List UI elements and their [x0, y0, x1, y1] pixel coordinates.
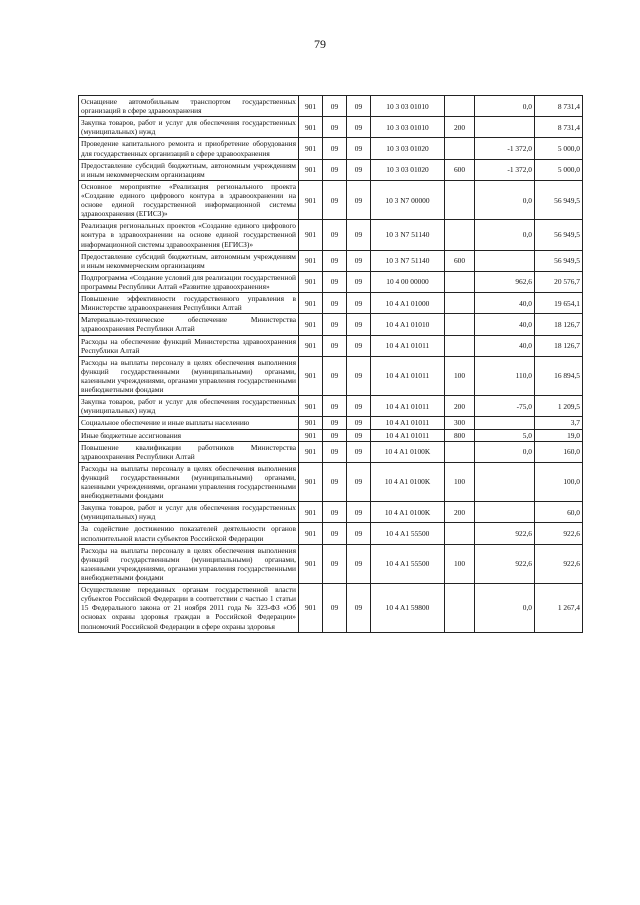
change-amount-cell — [475, 502, 535, 523]
section-code-cell: 09 — [323, 502, 347, 523]
expense-name-cell: Закупка товаров, работ и услуг для обеспечения государственных (муниципальных) нужд — [79, 396, 299, 417]
expense-type-cell: 200 — [445, 396, 475, 417]
table-row — [79, 159, 583, 180]
expense-name-cell: Материально-техническое обеспечение Министерства здравоохранения Республики Алтай — [79, 314, 299, 335]
table-row — [79, 544, 583, 583]
total-amount-cell: 19 654,1 — [535, 293, 583, 314]
change-amount-cell: 0,0 — [475, 584, 535, 633]
subsection-code-cell: 09 — [347, 429, 371, 441]
table-row — [79, 584, 583, 633]
ministry-code-cell: 901 — [299, 159, 323, 180]
subsection-code-cell: 09 — [347, 138, 371, 159]
change-amount-cell: 962,6 — [475, 271, 535, 292]
total-amount-cell: 56 949,5 — [535, 180, 583, 219]
expense-name-cell: Оснащение автомобильным транспортом государственных организаций в сфере здравоохранения — [79, 96, 299, 117]
expense-name-cell: Предоставление субсидий бюджетным, автономным учреждениям и иным некоммерческим организациям — [79, 159, 299, 180]
section-code-cell: 09 — [323, 117, 347, 138]
ministry-code-cell: 901 — [299, 138, 323, 159]
table-row — [79, 250, 583, 271]
expense-name-cell: Повышение квалификации работников Министерства здравоохранения Республики Алтай — [79, 441, 299, 462]
change-amount-cell: -75,0 — [475, 396, 535, 417]
total-amount-cell: 160,0 — [535, 441, 583, 462]
section-code-cell: 09 — [323, 356, 347, 395]
total-amount-cell: 20 576,7 — [535, 271, 583, 292]
ministry-code-cell: 901 — [299, 356, 323, 395]
change-amount-cell: 0,0 — [475, 96, 535, 117]
section-code-cell: 09 — [323, 396, 347, 417]
ministry-code-cell: 901 — [299, 96, 323, 117]
table-row — [79, 356, 583, 395]
subsection-code-cell: 09 — [347, 544, 371, 583]
table-row — [79, 220, 583, 250]
table-row — [79, 314, 583, 335]
target-article-cell: 10 4 A1 01011 — [371, 429, 445, 441]
subsection-code-cell: 09 — [347, 335, 371, 356]
expense-type-cell — [445, 441, 475, 462]
section-code-cell: 09 — [323, 220, 347, 250]
table-row — [79, 502, 583, 523]
expense-type-cell — [445, 293, 475, 314]
expense-name-cell: Основное мероприятие «Реализация регионального проекта «Создание единого цифрового контура в здравоохранении на основе единой государственной информационной системы здравоохранения (ЕГИСЗ)» — [79, 180, 299, 219]
ministry-code-cell: 901 — [299, 441, 323, 462]
total-amount-cell: 19,0 — [535, 429, 583, 441]
change-amount-cell: 5,0 — [475, 429, 535, 441]
ministry-code-cell: 901 — [299, 180, 323, 219]
target-article-cell: 10 4 A1 01011 — [371, 335, 445, 356]
section-code-cell: 09 — [323, 96, 347, 117]
expense-name-cell: Подпрограмма «Создание условий для реализации государственной программы Республики Алтай «Развитие здравоохранения» — [79, 271, 299, 292]
target-article-cell: 10 4 00 00000 — [371, 271, 445, 292]
expense-type-cell — [445, 584, 475, 633]
table-row — [79, 396, 583, 417]
subsection-code-cell: 09 — [347, 220, 371, 250]
target-article-cell: 10 4 A1 0100K — [371, 502, 445, 523]
section-code-cell: 09 — [323, 250, 347, 271]
change-amount-cell: 922,6 — [475, 544, 535, 583]
section-code-cell: 09 — [323, 159, 347, 180]
table-row — [79, 429, 583, 441]
table-row — [79, 335, 583, 356]
subsection-code-cell: 09 — [347, 396, 371, 417]
change-amount-cell: 40,0 — [475, 335, 535, 356]
expense-type-cell: 100 — [445, 544, 475, 583]
change-amount-cell: 40,0 — [475, 314, 535, 335]
target-article-cell: 10 4 A1 01000 — [371, 293, 445, 314]
total-amount-cell: 8 731,4 — [535, 96, 583, 117]
subsection-code-cell: 09 — [347, 159, 371, 180]
expense-name-cell: Закупка товаров, работ и услуг для обеспечения государственных (муниципальных) нужд — [79, 502, 299, 523]
expense-name-cell: Реализация региональных проектов «Создание единого цифрового контура в здравоохранении на основе единой государственной информационной системы здравоохранения (ЕГИСЗ)» — [79, 220, 299, 250]
expense-name-cell: Осуществление переданных органам государственной власти субъектов Российской Федерации в соответствии с частью 1 статьи 15 Федерального закона от 21 ноября 2011 года № 323-ФЗ «Об основах охраны здоровья граждан в Российской Федерации» полномочий Российской Федерации в сфере охраны здоровья — [79, 584, 299, 633]
expense-type-cell: 600 — [445, 159, 475, 180]
total-amount-cell: 18 126,7 — [535, 314, 583, 335]
total-amount-cell: 60,0 — [535, 502, 583, 523]
ministry-code-cell: 901 — [299, 293, 323, 314]
ministry-code-cell: 901 — [299, 502, 323, 523]
expense-type-cell: 800 — [445, 429, 475, 441]
total-amount-cell: 1 267,4 — [535, 584, 583, 633]
target-article-cell: 10 3 03 01020 — [371, 159, 445, 180]
ministry-code-cell: 901 — [299, 271, 323, 292]
table-row — [79, 417, 583, 429]
subsection-code-cell: 09 — [347, 271, 371, 292]
section-code-cell: 09 — [323, 271, 347, 292]
change-amount-cell: 110,0 — [475, 356, 535, 395]
target-article-cell: 10 4 A1 01011 — [371, 396, 445, 417]
subsection-code-cell: 09 — [347, 96, 371, 117]
total-amount-cell: 3,7 — [535, 417, 583, 429]
expense-type-cell — [445, 335, 475, 356]
subsection-code-cell: 09 — [347, 293, 371, 314]
expense-name-cell: Социальное обеспечение и иные выплаты населению — [79, 417, 299, 429]
expense-type-cell — [445, 271, 475, 292]
expense-type-cell: 200 — [445, 117, 475, 138]
target-article-cell: 10 4 A1 0100K — [371, 462, 445, 501]
page-number: 79 — [314, 37, 326, 51]
budget-table — [78, 95, 583, 633]
change-amount-cell: 40,0 — [475, 293, 535, 314]
ministry-code-cell: 901 — [299, 335, 323, 356]
target-article-cell: 10 4 A1 55500 — [371, 544, 445, 583]
change-amount-cell: 0,0 — [475, 180, 535, 219]
ministry-code-cell: 901 — [299, 523, 323, 544]
section-code-cell: 09 — [323, 417, 347, 429]
table-row — [79, 117, 583, 138]
section-code-cell: 09 — [323, 544, 347, 583]
section-code-cell: 09 — [323, 584, 347, 633]
total-amount-cell: 922,6 — [535, 523, 583, 544]
expense-name-cell: Проведение капитального ремонта и приобретение оборудования для государственных организаций в сфере здравоохранения — [79, 138, 299, 159]
target-article-cell: 10 4 A1 01010 — [371, 314, 445, 335]
target-article-cell: 10 3 03 01010 — [371, 96, 445, 117]
subsection-code-cell: 09 — [347, 462, 371, 501]
expense-name-cell: Расходы на обеспечение функций Министерства здравоохранения Республики Алтай — [79, 335, 299, 356]
subsection-code-cell: 09 — [347, 502, 371, 523]
total-amount-cell: 56 949,5 — [535, 220, 583, 250]
section-code-cell: 09 — [323, 441, 347, 462]
section-code-cell: 09 — [323, 314, 347, 335]
ministry-code-cell: 901 — [299, 544, 323, 583]
section-code-cell: 09 — [323, 180, 347, 219]
expense-type-cell — [445, 523, 475, 544]
ministry-code-cell: 901 — [299, 220, 323, 250]
expense-name-cell: Иные бюджетные ассигнования — [79, 429, 299, 441]
table-row — [79, 441, 583, 462]
subsection-code-cell: 09 — [347, 314, 371, 335]
expense-type-cell — [445, 314, 475, 335]
expense-type-cell: 300 — [445, 417, 475, 429]
total-amount-cell: 8 731,4 — [535, 117, 583, 138]
table-row — [79, 138, 583, 159]
subsection-code-cell: 09 — [347, 117, 371, 138]
table-row — [79, 180, 583, 219]
section-code-cell: 09 — [323, 138, 347, 159]
target-article-cell: 10 4 A1 01011 — [371, 417, 445, 429]
total-amount-cell: 1 209,5 — [535, 396, 583, 417]
expense-name-cell: Расходы на выплаты персоналу в целях обеспечения выполнения функций государственными (муниципальными) органами, казенными учреждениями, органами управления государственными внебюджетными фондами — [79, 462, 299, 501]
subsection-code-cell: 09 — [347, 417, 371, 429]
subsection-code-cell: 09 — [347, 523, 371, 544]
change-amount-cell: 0,0 — [475, 220, 535, 250]
target-article-cell: 10 4 A1 59800 — [371, 584, 445, 633]
section-code-cell: 09 — [323, 429, 347, 441]
total-amount-cell: 18 126,7 — [535, 335, 583, 356]
table-row — [79, 293, 583, 314]
table-row — [79, 523, 583, 544]
target-article-cell: 10 3 03 01020 — [371, 138, 445, 159]
ministry-code-cell: 901 — [299, 429, 323, 441]
change-amount-cell — [475, 117, 535, 138]
table-body — [79, 96, 583, 633]
table-row — [79, 462, 583, 501]
change-amount-cell — [475, 250, 535, 271]
section-code-cell: 09 — [323, 293, 347, 314]
total-amount-cell: 100,0 — [535, 462, 583, 501]
change-amount-cell: -1 372,0 — [475, 138, 535, 159]
change-amount-cell — [475, 417, 535, 429]
subsection-code-cell: 09 — [347, 356, 371, 395]
target-article-cell: 10 4 A1 0100K — [371, 441, 445, 462]
change-amount-cell: -1 372,0 — [475, 159, 535, 180]
subsection-code-cell: 09 — [347, 180, 371, 219]
expense-type-cell — [445, 220, 475, 250]
expense-type-cell: 600 — [445, 250, 475, 271]
target-article-cell: 10 3 N7 00000 — [371, 180, 445, 219]
total-amount-cell: 56 949,5 — [535, 250, 583, 271]
expense-type-cell: 100 — [445, 462, 475, 501]
section-code-cell: 09 — [323, 335, 347, 356]
ministry-code-cell: 901 — [299, 462, 323, 501]
ministry-code-cell: 901 — [299, 250, 323, 271]
total-amount-cell: 922,6 — [535, 544, 583, 583]
subsection-code-cell: 09 — [347, 250, 371, 271]
section-code-cell: 09 — [323, 523, 347, 544]
section-code-cell: 09 — [323, 462, 347, 501]
expense-type-cell — [445, 138, 475, 159]
ministry-code-cell: 901 — [299, 396, 323, 417]
change-amount-cell — [475, 462, 535, 501]
change-amount-cell: 0,0 — [475, 441, 535, 462]
target-article-cell: 10 3 N7 51140 — [371, 220, 445, 250]
ministry-code-cell: 901 — [299, 584, 323, 633]
expense-type-cell: 100 — [445, 356, 475, 395]
expense-name-cell: Расходы на выплаты персоналу в целях обеспечения выполнения функций государственными (муниципальными) органами, казенными учреждениями, органами управления государственными внебюджетными фондами — [79, 356, 299, 395]
expense-name-cell: За содействие достижению показателей деятельности органов исполнительной власти субъектов Российской Федерации — [79, 523, 299, 544]
target-article-cell: 10 4 A1 01011 — [371, 356, 445, 395]
expense-type-cell — [445, 180, 475, 219]
target-article-cell: 10 3 03 01010 — [371, 117, 445, 138]
table-row — [79, 271, 583, 292]
expense-name-cell: Предоставление субсидий бюджетным, автономным учреждениям и иным некоммерческим организациям — [79, 250, 299, 271]
change-amount-cell: 922,6 — [475, 523, 535, 544]
subsection-code-cell: 09 — [347, 584, 371, 633]
total-amount-cell: 5 000,0 — [535, 159, 583, 180]
expense-type-cell: 200 — [445, 502, 475, 523]
total-amount-cell: 5 000,0 — [535, 138, 583, 159]
ministry-code-cell: 901 — [299, 417, 323, 429]
target-article-cell: 10 3 N7 51140 — [371, 250, 445, 271]
table-row — [79, 96, 583, 117]
expense-name-cell: Расходы на выплаты персоналу в целях обеспечения выполнения функций государственными (муниципальными) органами, казенными учреждениями, органами управления государственными внебюджетными фондами — [79, 544, 299, 583]
subsection-code-cell: 09 — [347, 441, 371, 462]
expense-name-cell: Закупка товаров, работ и услуг для обеспечения государственных (муниципальных) нужд — [79, 117, 299, 138]
ministry-code-cell: 901 — [299, 314, 323, 335]
ministry-code-cell: 901 — [299, 117, 323, 138]
expense-name-cell: Повышение эффективности государственного управления в Министерстве здравоохранения Республики Алтай — [79, 293, 299, 314]
target-article-cell: 10 4 A1 55500 — [371, 523, 445, 544]
expense-type-cell — [445, 96, 475, 117]
total-amount-cell: 16 894,5 — [535, 356, 583, 395]
